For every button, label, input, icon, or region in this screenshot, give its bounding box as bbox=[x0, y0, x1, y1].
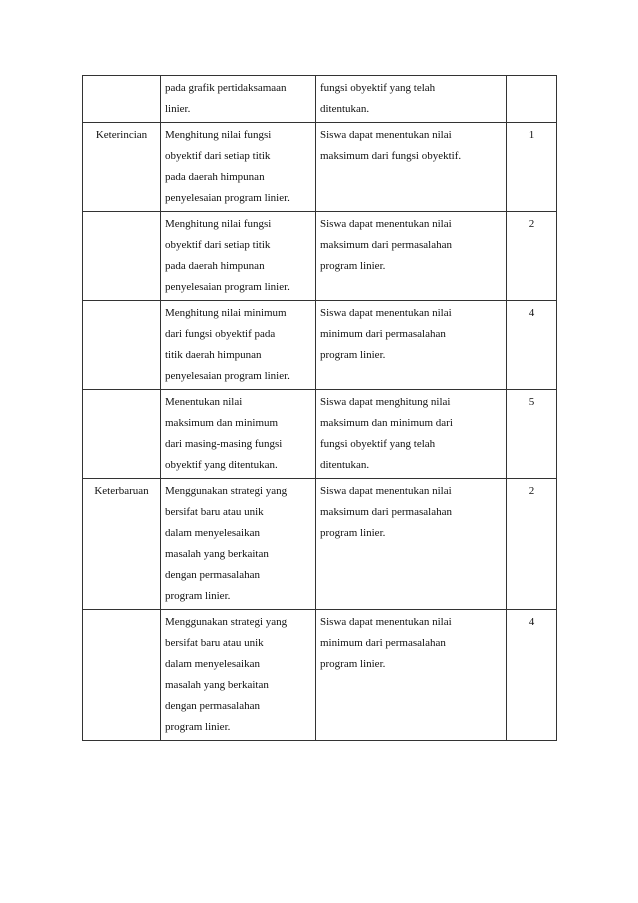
table-row bbox=[83, 301, 557, 390]
description-line: ditentukan. bbox=[320, 103, 370, 115]
indicator-line: program linier. bbox=[165, 590, 231, 602]
score-cell bbox=[507, 76, 557, 123]
indicator-line: dalam menyelesaikan bbox=[165, 658, 260, 670]
indicator-line: titik daerah himpunan bbox=[165, 349, 262, 361]
description-line: Siswa dapat menentukan nilai bbox=[320, 129, 452, 141]
indicator-line: masalah yang berkaitan bbox=[165, 679, 269, 691]
description-line: Siswa dapat menentukan nilai bbox=[320, 616, 452, 628]
indicator-line: obyektif dari setiap titik bbox=[165, 239, 271, 251]
description-cell bbox=[316, 301, 507, 390]
description-line: maksimum dari permasalahan bbox=[320, 506, 452, 518]
description-cell bbox=[316, 76, 507, 123]
description-cell bbox=[316, 390, 507, 479]
indicator-line: penyelesaian program linier. bbox=[165, 192, 290, 204]
indicator-line: pada daerah himpunan bbox=[165, 260, 265, 272]
table-row bbox=[83, 390, 557, 479]
indicator-line: obyektif yang ditentukan. bbox=[165, 459, 278, 471]
description-line: Siswa dapat menentukan nilai bbox=[320, 218, 452, 230]
indicator-line: linier. bbox=[165, 103, 191, 115]
description-line: minimum dari permasalahan bbox=[320, 637, 446, 649]
score-value: 2 bbox=[528, 218, 535, 230]
indicator-line: masalah yang berkaitan bbox=[165, 548, 269, 560]
indicator-line: Menghitung nilai fungsi bbox=[165, 129, 272, 141]
rubric-table bbox=[82, 75, 557, 741]
indicator-line: penyelesaian program linier. bbox=[165, 370, 290, 382]
score-value: 2 bbox=[528, 485, 535, 497]
indicator-cell bbox=[161, 479, 316, 610]
score-cell bbox=[507, 479, 557, 610]
aspect-cell bbox=[83, 76, 161, 123]
aspect-label: Keterincian bbox=[95, 129, 148, 141]
indicator-cell bbox=[161, 610, 316, 741]
indicator-cell bbox=[161, 76, 316, 123]
indicator-line: program linier. bbox=[165, 721, 231, 733]
indicator-line: Menentukan nilai bbox=[165, 396, 243, 408]
indicator-line: maksimum dan minimum bbox=[165, 417, 279, 429]
table-row bbox=[83, 123, 557, 212]
indicator-line: dalam menyelesaikan bbox=[165, 527, 260, 539]
score-cell bbox=[507, 123, 557, 212]
indicator-line: obyektif dari setiap titik bbox=[165, 150, 271, 162]
description-line: maksimum dan minimum dari bbox=[320, 417, 453, 429]
aspect-cell bbox=[83, 390, 161, 479]
indicator-cell bbox=[161, 123, 316, 212]
score-cell bbox=[507, 301, 557, 390]
score-cell bbox=[507, 610, 557, 741]
rubric-table-body bbox=[83, 76, 557, 741]
score-cell bbox=[507, 390, 557, 479]
indicator-line: Menghitung nilai minimum bbox=[165, 307, 287, 319]
aspect-label: Keterbaruan bbox=[94, 485, 149, 497]
indicator-cell bbox=[161, 301, 316, 390]
table-row bbox=[83, 76, 557, 123]
description-cell bbox=[316, 479, 507, 610]
description-line: program linier. bbox=[320, 260, 386, 272]
description-line: maksimum dari fungsi obyektif. bbox=[320, 150, 462, 162]
indicator-line: dengan permasalahan bbox=[165, 569, 260, 581]
score-value: 5 bbox=[528, 396, 535, 408]
description-line: fungsi obyektif yang telah bbox=[320, 82, 436, 94]
score-cell bbox=[507, 212, 557, 301]
indicator-line: penyelesaian program linier. bbox=[165, 281, 290, 293]
indicator-cell bbox=[161, 212, 316, 301]
description-line: fungsi obyektif yang telah bbox=[320, 438, 436, 450]
description-cell bbox=[316, 610, 507, 741]
aspect-cell bbox=[83, 301, 161, 390]
indicator-line: Menghitung nilai fungsi bbox=[165, 218, 272, 230]
indicator-line: bersifat baru atau unik bbox=[165, 637, 264, 649]
indicator-line: dari fungsi obyektif pada bbox=[165, 328, 276, 340]
document-page bbox=[82, 75, 556, 741]
aspect-cell bbox=[83, 610, 161, 741]
score-value: 4 bbox=[528, 307, 535, 319]
description-line: minimum dari permasalahan bbox=[320, 328, 446, 340]
description-cell bbox=[316, 123, 507, 212]
description-line: program linier. bbox=[320, 349, 386, 361]
indicator-line: pada daerah himpunan bbox=[165, 171, 265, 183]
score-value: 1 bbox=[528, 129, 535, 141]
description-line: program linier. bbox=[320, 527, 386, 539]
aspect-cell bbox=[83, 212, 161, 301]
description-line: program linier. bbox=[320, 658, 386, 670]
score-value: 4 bbox=[528, 616, 535, 628]
indicator-line: dengan permasalahan bbox=[165, 700, 260, 712]
indicator-line: Menggunakan strategi yang bbox=[165, 616, 288, 628]
description-line: ditentukan. bbox=[320, 459, 370, 471]
indicator-line: pada grafik pertidaksamaan bbox=[165, 82, 287, 94]
description-line: Siswa dapat menentukan nilai bbox=[320, 307, 452, 319]
indicator-line: Menggunakan strategi yang bbox=[165, 485, 288, 497]
description-line: Siswa dapat menghitung nilai bbox=[320, 396, 451, 408]
description-line: maksimum dari permasalahan bbox=[320, 239, 452, 251]
indicator-line: bersifat baru atau unik bbox=[165, 506, 264, 518]
description-cell bbox=[316, 212, 507, 301]
indicator-cell bbox=[161, 390, 316, 479]
table-row bbox=[83, 212, 557, 301]
aspect-cell bbox=[83, 479, 161, 610]
table-row bbox=[83, 610, 557, 741]
description-line: Siswa dapat menentukan nilai bbox=[320, 485, 452, 497]
indicator-line: dari masing-masing fungsi bbox=[165, 438, 283, 450]
aspect-cell bbox=[83, 123, 161, 212]
table-row bbox=[83, 479, 557, 610]
